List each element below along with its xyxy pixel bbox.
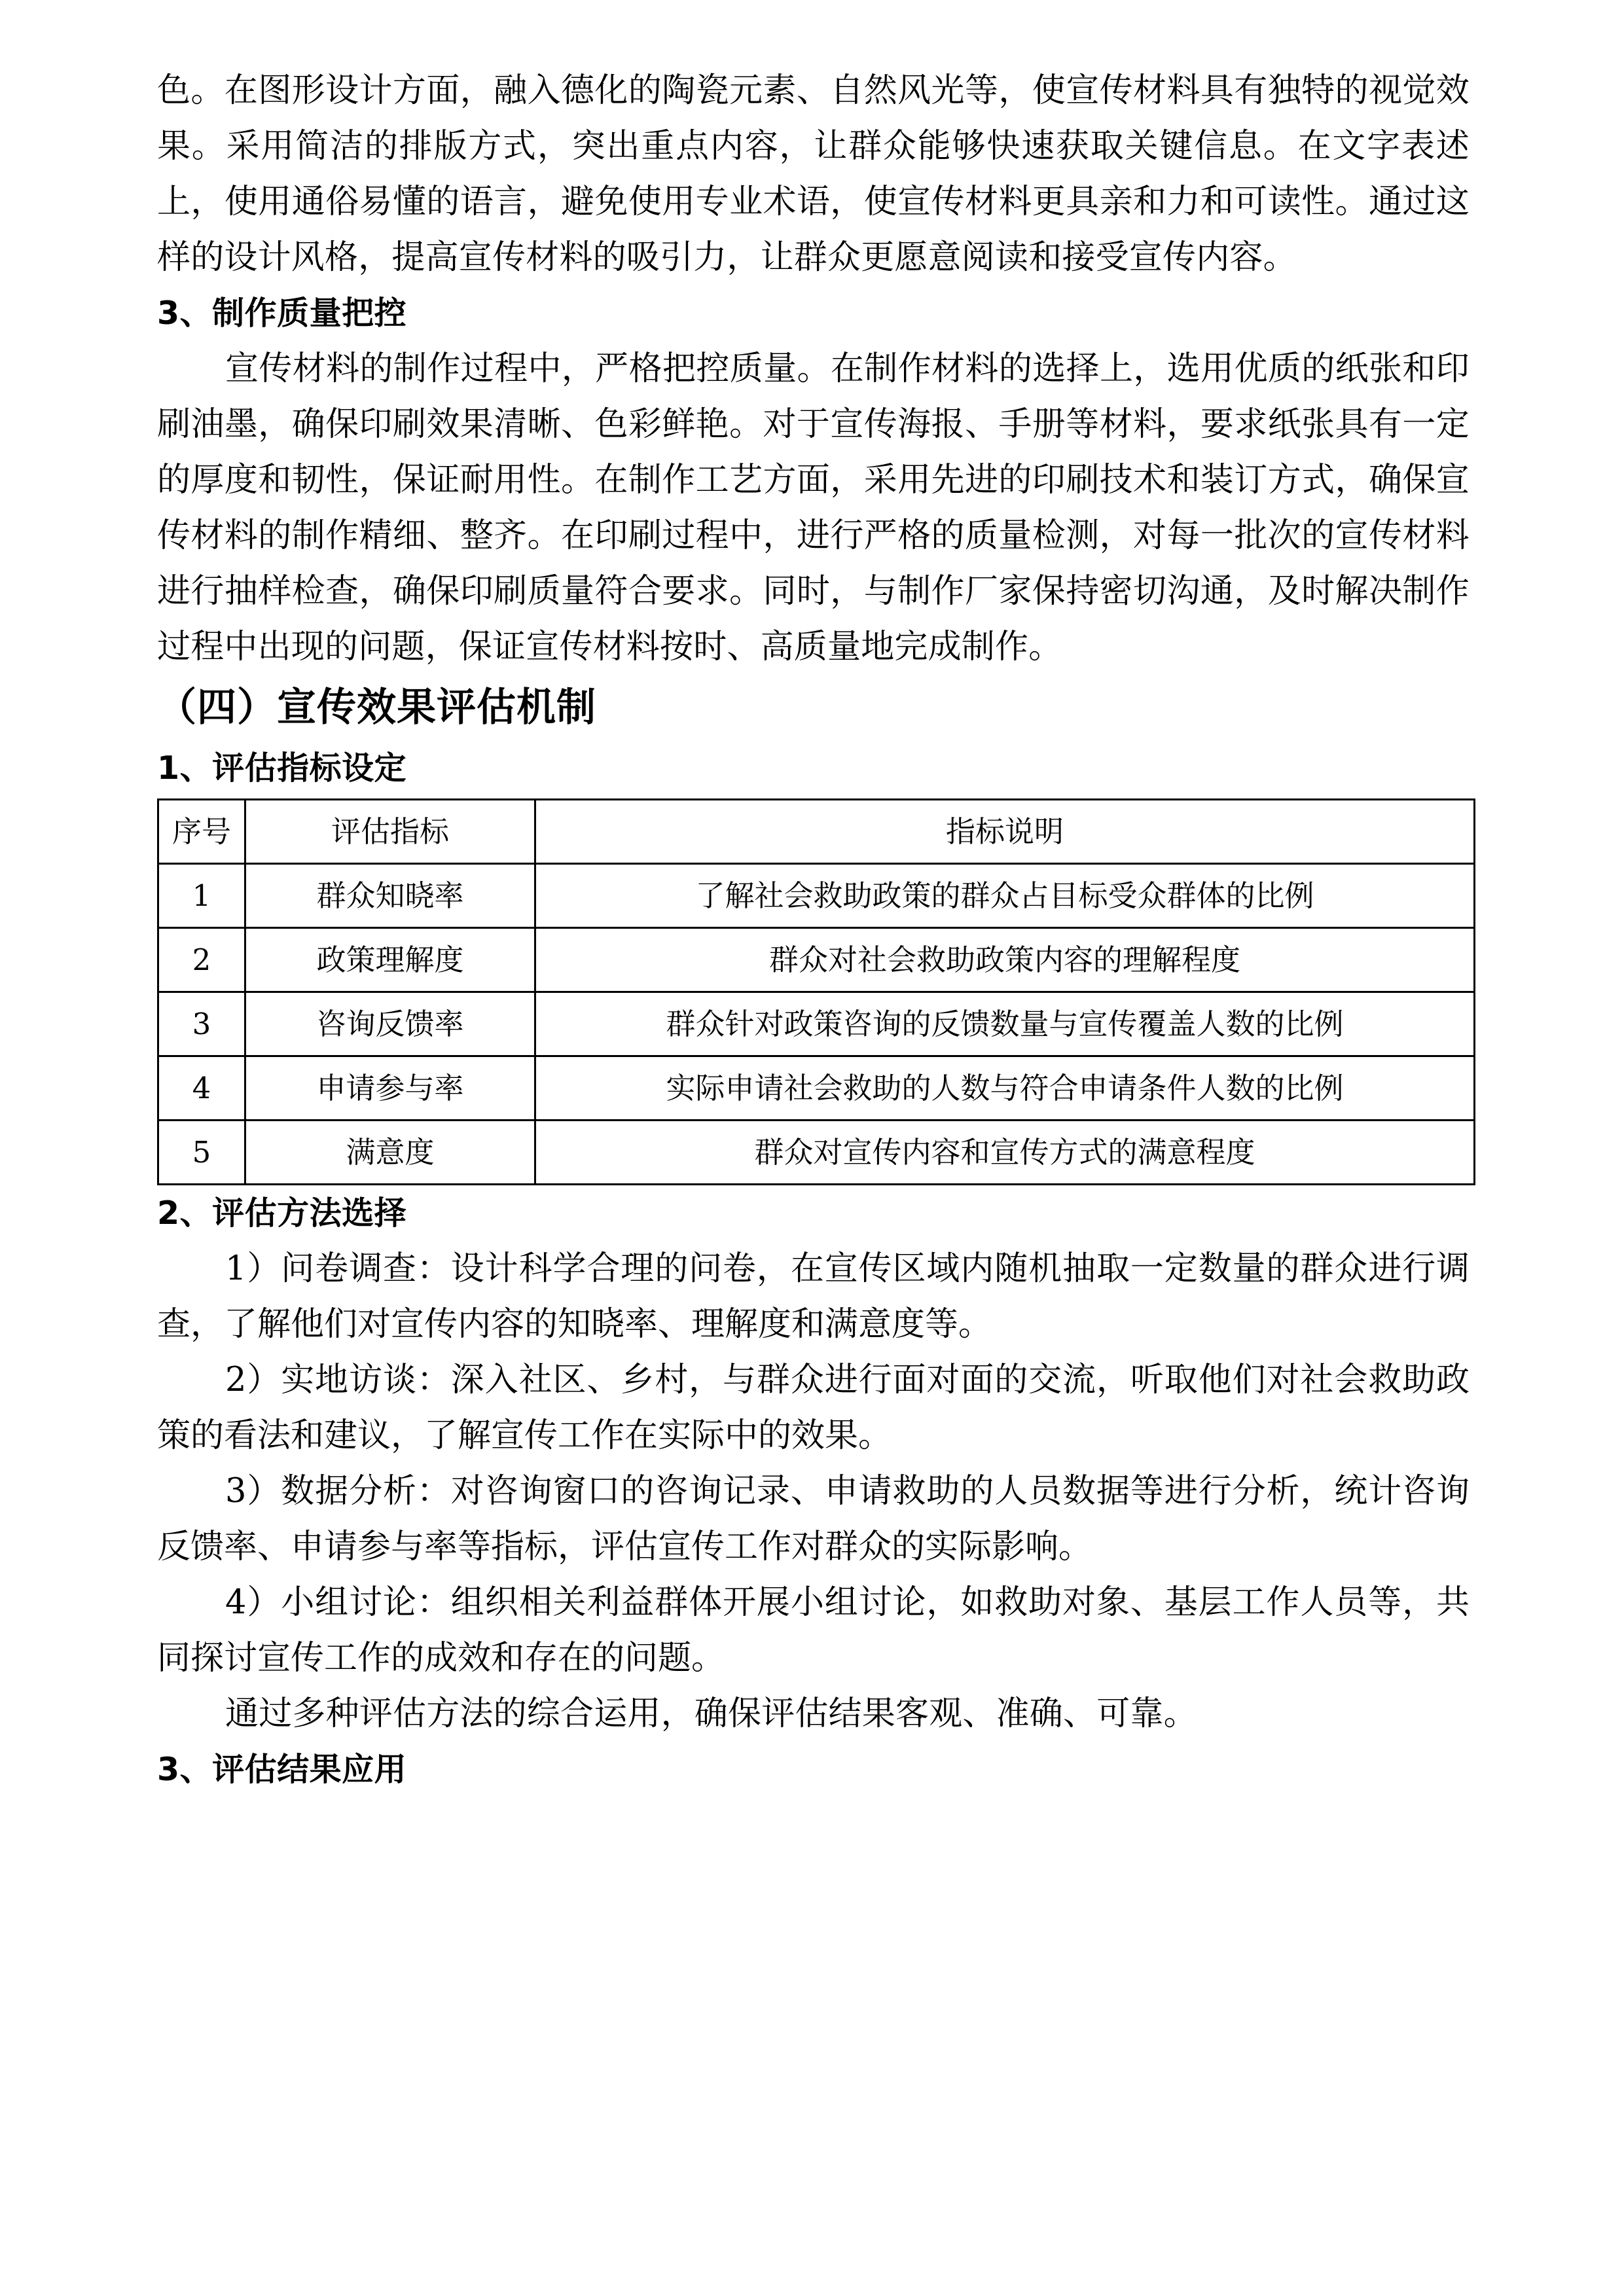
cell-desc: 群众对社会救助政策内容的理解程度 [535,928,1475,992]
table-body [158,864,1475,1185]
cell-no: 3 [158,992,245,1056]
paragraph-design-style: 色。在图形设计方面，融入德化的陶瓷元素、自然风光等，使宣传材料具有独特的视觉效果。采用简洁的排版方式，突出重点内容，让群众能够快速获取关键信息。在文字表述上，使用通俗易懂的语言，避免使用专业术语，使宣传材料更具亲和力和可读性。通过这样的设计风格，提高宣传材料的吸引力，让群众更愿意阅读和接受宣传内容。 [157,71,1470,277]
cell-no: 5 [158,1121,245,1185]
table-header-row [158,800,1475,864]
cell-no: 2 [158,928,245,992]
cell-name: 政策理解度 [245,928,535,992]
cell-no: 4 [158,1056,245,1121]
list-item: 1）问卷调查：设计科学合理的问卷，在宣传区域内随机抽取一定数量的群众进行调查，了解他们对宣传内容的知晓率、理解度和满意度等。 [157,1249,1470,1344]
evaluation-metrics-table [157,798,1475,1185]
table-row [158,992,1475,1056]
paragraph-methods-summary: 通过多种评估方法的综合运用，确保评估结果客观、准确、可靠。 [225,1695,1197,1733]
column-header-desc: 指标说明 [535,800,1475,864]
table-header [158,800,1475,864]
column-header-no: 序号 [158,800,245,864]
cell-desc: 群众对宣传内容和宣传方式的满意程度 [535,1121,1475,1185]
list-item: 3）数据分析：对咨询窗口的咨询记录、申请救助的人员数据等进行分析，统计咨询反馈率、申请参与率等指标，评估宣传工作对群众的实际影响。 [157,1472,1470,1566]
cell-name: 满意度 [245,1121,535,1185]
heading-evaluation-results: 3、评估结果应用 [157,1751,407,1788]
heading-evaluation-methods: 2、评估方法选择 [157,1194,407,1232]
cell-name: 咨询反馈率 [245,992,535,1056]
list-item: 2）实地访谈：深入社区、乡村，与群众进行面对面的交流，听取他们对社会救助政策的看法和建议，了解宣传工作在实际中的效果。 [157,1361,1470,1455]
heading-evaluation-metrics: 1、评估指标设定 [157,749,407,787]
cell-name: 群众知晓率 [245,864,535,928]
cell-name: 申请参与率 [245,1056,535,1121]
table-row [158,928,1475,992]
list-item: 4）小组讨论：组织相关利益群体开展小组讨论，如救助对象、基层工作人员等，共同探讨宣传工作的成效和存在的问题。 [157,1583,1470,1677]
cell-desc: 实际申请社会救助的人数与符合申请条件人数的比例 [535,1056,1475,1121]
cell-desc: 了解社会救助政策的群众占目标受众群体的比例 [535,864,1475,928]
cell-no: 1 [158,864,245,928]
paragraph-quality-control: 宣传材料的制作过程中，严格把控质量。在制作材料的选择上，选用优质的纸张和印刷油墨，确保印刷效果清晰、色彩鲜艳。对于宣传海报、手册等材料，要求纸张具有一定的厚度和韧性，保证耐用性。在制作工艺方面，采用先进的印刷技术和装订方式，确保宣传材料的制作精细、整齐。在印刷过程中，进行严格的质量检测，对每一批次的宣传材料进行抽样检查，确保印刷质量符合要求。同时，与制作厂家保持密切沟通，及时解决制作过程中出现的问题，保证宣传材料按时、高质量地完成制作。 [157,350,1470,666]
column-header-name: 评估指标 [245,800,535,864]
section-heading-evaluation-mechanism: （四）宣传效果评估机制 [157,685,596,730]
document-body [157,63,1470,1797]
table-row [158,1121,1475,1185]
table-row [158,1056,1475,1121]
table-row [158,864,1475,928]
heading-quality-control: 3、制作质量把控 [157,295,407,332]
cell-desc: 群众针对政策咨询的反馈数量与宣传覆盖人数的比例 [535,992,1475,1056]
